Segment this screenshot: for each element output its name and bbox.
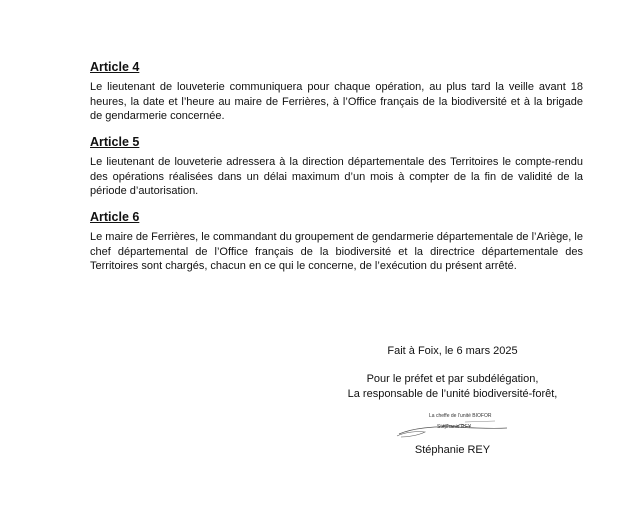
delegation-block [330,372,575,401]
article-6 [90,210,583,274]
article-5 [90,135,583,199]
signer-name-text: Stéphanie REY [414,444,491,456]
signature-caption-1: La cheffe de l’unité BIOFOR [429,413,492,419]
place-date-text: Fait à Foix, le 6 mars 2025 [387,345,518,357]
signature-image [395,410,515,442]
place-date [330,344,575,359]
article-6-body: Le maire de Ferrières, le commandant du groupement de gendarmerie départementale de l’Ariège, le chef départemental de l’Office français de la biodiversité et la directrice départementale des Territoires sont chargés, chacun en ce qui le concerne, de l’exécution du présent arrêté. [90,231,583,272]
article-4-body: Le lieutenant de louveterie communiquera pour chaque opération, au plus tard la veille avant 18 heures, la date et l’heure au maire de Ferrières, à l’Office français de la biodiversité et à la brigade de gendarmerie concernée. [90,81,583,122]
article-4 [90,60,583,124]
signature-scribble-icon [395,410,515,442]
article-4-title: Article 4 [90,60,140,74]
delegation-line-2: La responsable de l’unité biodiversité-forêt, [347,387,558,400]
signer-name [330,443,575,458]
article-5-body: Le lieutenant de louveterie adressera à la direction départementale des Territoires le compte-rendu des opérations réalisées dans un délai maximum d’un mois à compter de la fin de validité de la période d’autorisation. [90,156,583,197]
article-5-title: Article 5 [90,135,140,149]
signature-caption-2: Stéphanie REY [437,424,472,430]
delegation-line-1: Pour le préfet et par subdélégation, [366,373,539,385]
article-6-title: Article 6 [90,210,140,224]
